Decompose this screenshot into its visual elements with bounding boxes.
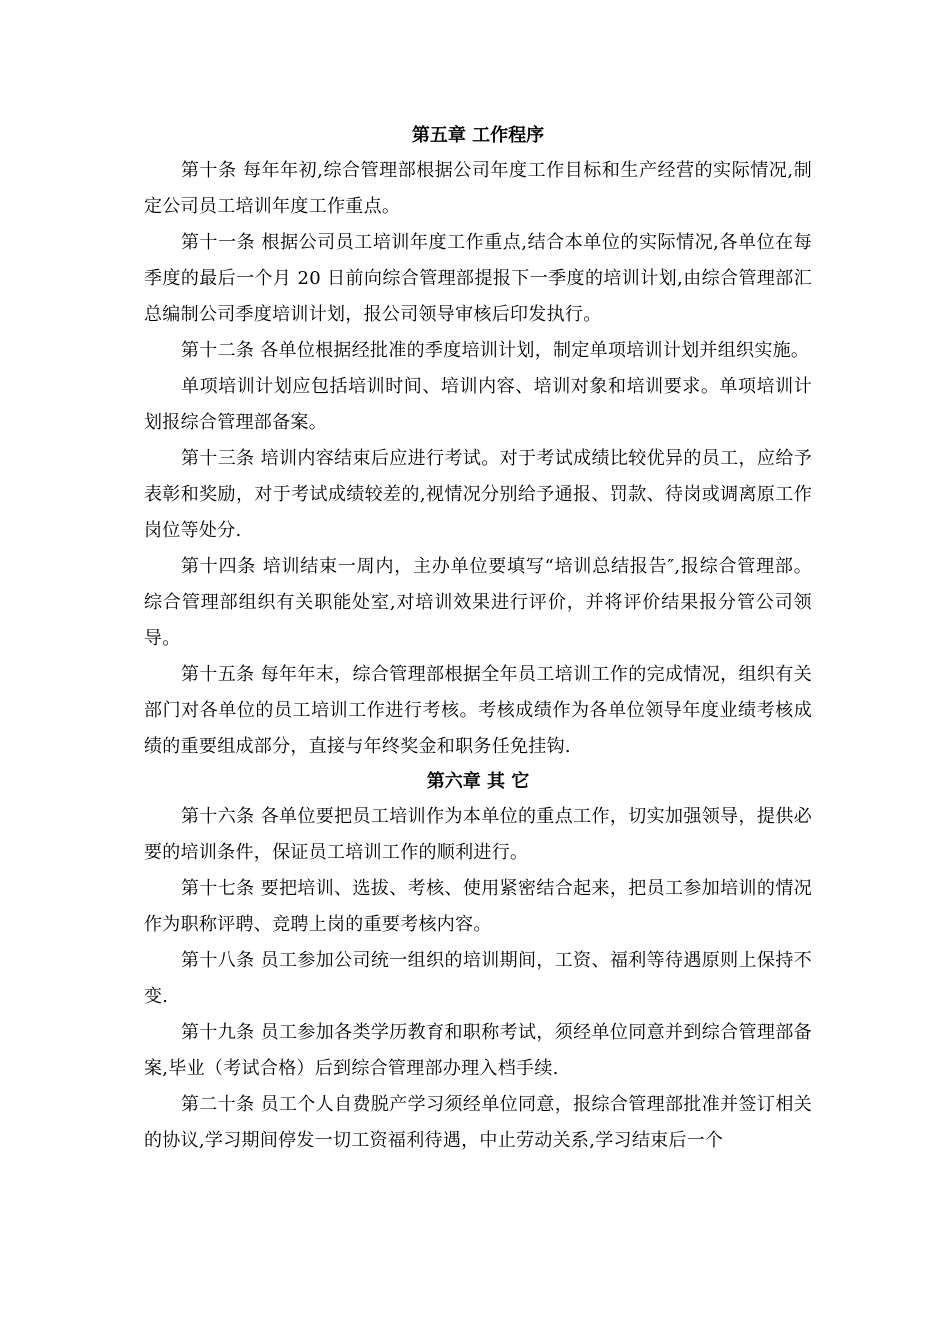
article-19: 第十九条 员工参加各类学历教育和职称考试，须经单位同意并到综合管理部备案,毕业（考试合格）后到综合管理部办理入档手续. <box>144 1022 812 1079</box>
chapter-heading-6: 第六章 其 它 <box>426 771 530 792</box>
article-16: 第十六条 各单位要把员工培训作为本单位的重点工作，切实加强领导，提供必要的培训条件，保证员工培训工作的顺利进行。 <box>144 806 812 863</box>
article-20: 第二十条 员工个人自费脱产学习须经单位同意，报综合管理部批准并签订相关的协议,学习期间停发一切工资福利待遇，中止劳动关系,学习结束后一个 <box>144 1094 812 1151</box>
article-12-paragraph-2: 单项培训计划应包括培训时间、培训内容、培训对象和培训要求。单项培训计划报综合管理部备案。 <box>144 376 812 433</box>
document-page <box>144 119 812 1159</box>
chapter-heading-5: 第五章 工作程序 <box>411 125 545 146</box>
article-13: 第十三条 培训内容结束后应进行考试。对于考试成绩比较优异的员工，应给予表彰和奖励，对于考试成绩较差的,视情况分别给予通报、罚款、待岗或调离原工作岗位等处分. <box>144 448 812 541</box>
article-11: 第十一条 根据公司员工培训年度工作重点,结合本单位的实际情况,各单位在每季度的最后一个月 20 日前向综合管理部提报下一季度的培训计划,由综合管理部汇总编制公司季度培训计划，报公司领导审核后印发执行。 <box>144 232 812 325</box>
article-18: 第十八条 员工参加公司统一组织的培训期间，工资、福利等待遇原则上保持不变. <box>144 950 812 1007</box>
article-15: 第十五条 每年年末，综合管理部根据全年员工培训工作的完成情况，组织有关部门对各单位的员工培训工作进行考核。考核成绩作为各单位领导年度业绩考核成绩的重要组成部分，直接与年终奖金和职务任免挂钩. <box>144 664 812 757</box>
article-14: 第十四条 培训结束一周内，主办单位要填写“培训总结报告″,报综合管理部。综合管理部组织有关职能处室,对培训效果进行评价，并将评价结果报分管公司领导。 <box>144 556 812 649</box>
article-17: 第十七条 要把培训、选拔、考核、使用紧密结合起来，把员工参加培训的情况作为职称评聘、竞聘上岗的重要考核内容。 <box>144 878 812 935</box>
article-12: 第十二条 各单位根据经批准的季度培训计划，制定单项培训计划并组织实施。 <box>181 340 810 361</box>
article-10: 第十条 每年年初,综合管理部根据公司年度工作目标和生产经营的实际情况,制定公司员工培训年度工作重点。 <box>144 160 812 217</box>
